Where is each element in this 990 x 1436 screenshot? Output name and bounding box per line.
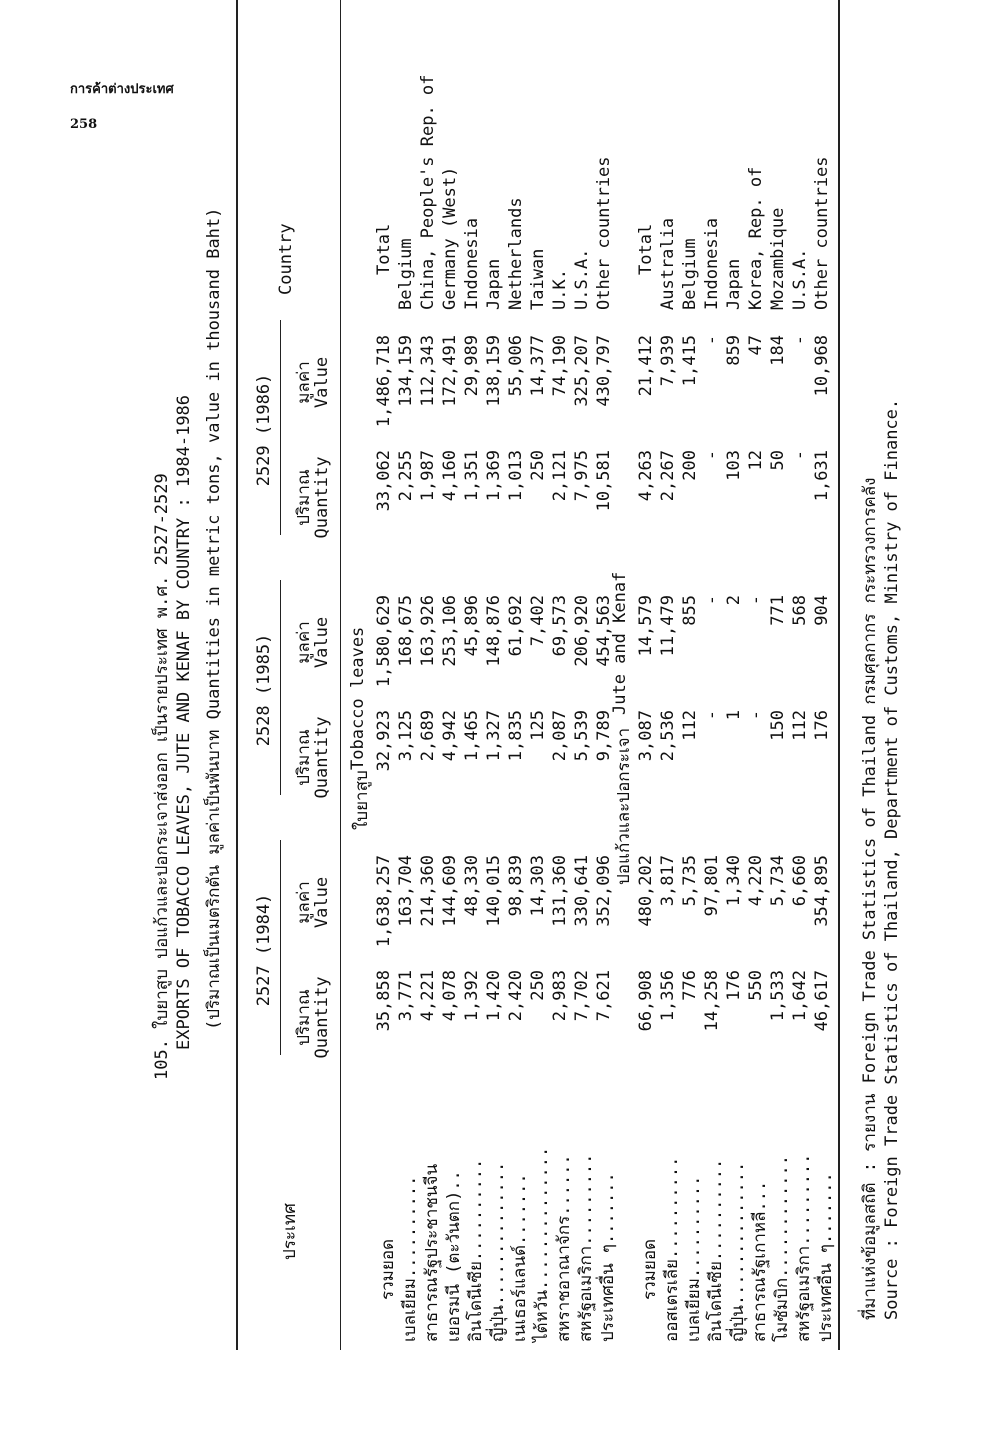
table-cell: 1,465: [462, 710, 482, 762]
table-cell: 9,789: [594, 710, 614, 762]
table-cell: 855: [680, 595, 700, 626]
row-label-thai: ออสเตรเลีย..........: [662, 1156, 682, 1342]
row-label-en: Indonesia: [462, 217, 482, 310]
table-cell: 112: [790, 710, 810, 741]
year-underline-2: [280, 580, 281, 795]
row-label-en: Belgium: [396, 238, 416, 310]
section-tobacco-en: Tobacco leaves: [348, 626, 368, 770]
value-en-header: Value: [312, 616, 332, 669]
row-label-thai: ไต้หวัน..............: [532, 1146, 552, 1342]
table-cell: 454,563: [594, 595, 614, 667]
table-cell: 1,631: [812, 450, 832, 502]
year-1985: 2528 (1985): [254, 633, 274, 747]
table-cell: 2,121: [550, 450, 570, 502]
table-cell: 352,096: [594, 855, 614, 927]
table-cell: 250: [528, 450, 548, 481]
table-cell: 7,975: [572, 450, 592, 502]
quantity-en-header: Quantity: [312, 716, 332, 799]
table-cell: -: [790, 450, 810, 461]
table-title-en: EXPORTS OF TOBACCO LEAVES, JUTE AND KENAF BY COUNTRY : 1984-1986: [174, 394, 194, 1050]
table-cell: 21,412: [636, 335, 656, 397]
top-rule: [236, 0, 238, 1350]
col-country-thai: ประเทศ: [280, 1203, 300, 1260]
page-number: 258: [70, 117, 98, 132]
year-1986: 2529 (1986): [254, 373, 274, 487]
row-label-en: Japan: [724, 258, 744, 310]
value-en-header: Value: [312, 876, 332, 929]
table-cell: 1,356: [658, 970, 678, 1022]
value-thai-header: มูลค่า: [294, 621, 314, 664]
table-cell: 1,013: [506, 450, 526, 502]
quantity-en-header: Quantity: [312, 976, 332, 1059]
col-country-en: Country: [276, 223, 296, 295]
table-cell: 61,692: [506, 595, 526, 657]
value-thai-header: มูลค่า: [294, 361, 314, 404]
row-label-en: Total: [374, 223, 394, 275]
table-cell: 148,876: [484, 595, 504, 667]
row-label-thai: ประเทศอื่น ๆ.......: [598, 1172, 618, 1342]
table-cell: 1,580,629: [374, 595, 394, 688]
table-cell: 10,581: [594, 450, 614, 512]
row-label-thai: เนเธอร์แลนด์.......: [510, 1173, 530, 1342]
table-cell: 163,704: [396, 855, 416, 927]
table-cell: 7,939: [658, 335, 678, 387]
table-cell: 214,360: [418, 855, 438, 927]
table-cell: 2: [724, 595, 744, 606]
row-label-en: Japan: [484, 258, 504, 310]
row-label-thai: เยอรมนี (ตะวันตก)..: [444, 1170, 464, 1342]
table-cell: 14,579: [636, 595, 656, 657]
table-cell: 1,987: [418, 450, 438, 502]
value-thai-header: มูลค่า: [294, 881, 314, 924]
row-label-thai: สาธารณรัฐเกาหลี...: [750, 1180, 770, 1342]
row-label-en: Netherlands: [506, 197, 526, 310]
year-1984: 2527 (1984): [254, 893, 274, 1007]
header-rule: [340, 0, 341, 1350]
table-cell: 66,908: [636, 970, 656, 1032]
table-cell: -: [702, 710, 722, 721]
table-cell: 45,896: [462, 595, 482, 657]
table-cell: 55,006: [506, 335, 526, 397]
row-label-en: U.K.: [550, 269, 570, 310]
table-cell: 480,202: [636, 855, 656, 927]
table-cell: 1,642: [790, 970, 810, 1022]
table-cell: 32,923: [374, 710, 394, 772]
table-cell: -: [746, 710, 766, 721]
table-cell: 140,015: [484, 855, 504, 927]
row-label-en: Mozambique: [768, 207, 788, 310]
table-cell: 74,190: [550, 335, 570, 397]
quantity-en-header: Quantity: [312, 456, 332, 539]
running-head: การค้าต่างประเทศ: [70, 82, 174, 97]
table-cell: 4,942: [440, 710, 460, 762]
row-label-thai: สหรัฐอเมริกา.........: [576, 1153, 596, 1342]
table-cell: 46,617: [812, 970, 832, 1032]
table-cell: 2,255: [396, 450, 416, 502]
table-cell: 3,087: [636, 710, 656, 762]
row-label-thai: เบลเยียม..........: [400, 1175, 420, 1342]
table-cell: 11,479: [658, 595, 678, 657]
row-label-en: Germany (West): [440, 166, 460, 310]
table-cell: 14,377: [528, 335, 548, 397]
bottom-rule: [838, 0, 840, 1350]
table-cell: 330,641: [572, 855, 592, 927]
table-cell: 776: [680, 970, 700, 1001]
table-cell: 2,536: [658, 710, 678, 762]
table-cell: 14,303: [528, 855, 548, 917]
row-label-thai: เบลเยียม..........: [684, 1175, 704, 1342]
table-cell: 1,835: [506, 710, 526, 762]
table-cell: -: [702, 595, 722, 606]
table-cell: 3,771: [396, 970, 416, 1022]
table-cell: 103: [724, 450, 744, 481]
table-cell: -: [746, 595, 766, 606]
table-cell: -: [702, 335, 722, 346]
table-cell: 12: [746, 450, 766, 471]
table-cell: 771: [768, 595, 788, 626]
table-cell: 35,858: [374, 970, 394, 1032]
table-title-thai: 105. ใบยาสูบ ปอแก้วและปอกระเจาส่งออก เป็นรายประเทศ พ.ศ. 2527-2529: [152, 473, 172, 1080]
row-label-thai: สหรัฐอเมริกา.........: [794, 1153, 814, 1342]
table-cell: 1: [724, 710, 744, 721]
row-label-thai: อินโดนีเซีย..........: [706, 1158, 726, 1342]
row-label-en: Total: [636, 223, 656, 275]
year-underline-3: [280, 320, 281, 535]
table-cell: 2,689: [418, 710, 438, 762]
table-cell: 2,983: [550, 970, 570, 1022]
table-cell: 125: [528, 710, 548, 741]
table-cell: 354,895: [812, 855, 832, 927]
table-cell: 325,207: [572, 335, 592, 407]
source-en: Source : Foreign Trade Statistics of Thailand, Department of Customs, Ministry of Finance.: [882, 398, 902, 1320]
table-cell: 2,267: [658, 450, 678, 502]
table-cell: -: [790, 335, 810, 346]
table-cell: 250: [528, 970, 548, 1001]
table-cell: 138,159: [484, 335, 504, 407]
rotated-table: [148, 0, 902, 1350]
row-label-en: Other countries: [594, 156, 614, 310]
row-label-en: Korea, Rep. of: [746, 166, 766, 310]
table-cell: 97,801: [702, 855, 722, 917]
table-cell: 1,533: [768, 970, 788, 1022]
table-cell: 4,221: [418, 970, 438, 1022]
table-cell: 131,360: [550, 855, 570, 927]
table-cell: 168,675: [396, 595, 416, 667]
table-cell: 7,621: [594, 970, 614, 1022]
row-label-en: Other countries: [812, 156, 832, 310]
section-jute-en: Jute and Kenaf: [610, 571, 630, 715]
row-label-thai: อินโดนีเซีย..........: [466, 1158, 486, 1342]
table-cell: 112,343: [418, 335, 438, 407]
row-label-en: Indonesia: [702, 217, 722, 310]
section-tobacco-thai: ใบยาสูบ: [352, 770, 372, 830]
table-cell: 144,609: [440, 855, 460, 927]
table-cell: 2,420: [506, 970, 526, 1022]
table-cell: 48,330: [462, 855, 482, 917]
table-cell: 4,220: [746, 855, 766, 907]
table-cell: 5,539: [572, 710, 592, 762]
table-cell: 4,078: [440, 970, 460, 1022]
source-thai: ที่มาแห่งข้อมูลสถิติ : รายงาน Foreign Trade Statistics of Thailand กรมศุลกากร กระทรวงการคลัง: [860, 477, 880, 1320]
table-cell: 253,106: [440, 595, 460, 667]
row-label-thai: สหราชอาณาจักร......: [554, 1154, 574, 1342]
table-cell: 1,392: [462, 970, 482, 1022]
table-cell: 10,968: [812, 335, 832, 397]
table-cell: 176: [724, 970, 744, 1001]
table-cell: 172,491: [440, 335, 460, 407]
table-cell: 7,402: [528, 595, 548, 647]
table-cell: 2,087: [550, 710, 570, 762]
table-cell: 7,702: [572, 970, 592, 1022]
quantity-thai-header: ปริมาณ: [294, 989, 314, 1046]
row-label-thai: รวมยอด: [640, 1238, 660, 1300]
table-cell: 184: [768, 335, 788, 366]
table-cell: 150: [768, 710, 788, 741]
value-en-header: Value: [312, 356, 332, 409]
table-cell: 112: [680, 710, 700, 741]
table-cell: 3,125: [396, 710, 416, 762]
quantity-thai-header: ปริมาณ: [294, 729, 314, 786]
table-cell: 5,734: [768, 855, 788, 907]
table-cell: 568: [790, 595, 810, 626]
row-label-thai: โมซัมบิก............: [772, 1155, 792, 1342]
table-cell: 1,351: [462, 450, 482, 502]
table-cell: 6,660: [790, 855, 810, 907]
table-cell: 1,486,718: [374, 335, 394, 428]
table-cell: 904: [812, 595, 832, 626]
table-cell: 1,369: [484, 450, 504, 502]
row-label-thai: ประเทศอื่น ๆ.......: [816, 1172, 836, 1342]
table-cell: 4,263: [636, 450, 656, 502]
section-jute-thai: ปอแก้วและปอกระเจา: [614, 727, 634, 885]
table-cell: 859: [724, 335, 744, 366]
table-cell: -: [702, 450, 722, 461]
table-cell: 1,638,257: [374, 855, 394, 948]
year-underline-1: [280, 840, 281, 1055]
row-label-en: China, People's Rep. of: [418, 74, 438, 310]
table-cell: 1,420: [484, 970, 504, 1022]
table-cell: 1,340: [724, 855, 744, 907]
row-label-en: Australia: [658, 217, 678, 310]
table-cell: 29,989: [462, 335, 482, 397]
table-cell: 176: [812, 710, 832, 741]
table-cell: 98,839: [506, 855, 526, 917]
table-cell: 1,327: [484, 710, 504, 762]
table-cell: 47: [746, 335, 766, 356]
table-cell: 3,817: [658, 855, 678, 907]
table-cell: 50: [768, 450, 788, 471]
table-cell: 206,920: [572, 595, 592, 667]
table-cell: 14,258: [702, 970, 722, 1032]
row-label-thai: ญี่ปุ่น..............: [488, 1161, 508, 1342]
table-cell: 430,797: [594, 335, 614, 407]
row-label-en: Taiwan: [528, 248, 548, 310]
row-label-en: U.S.A.: [572, 248, 592, 310]
row-label-thai: รวมยอด: [378, 1238, 398, 1300]
table-cell: 4,160: [440, 450, 460, 502]
table-cell: 200: [680, 450, 700, 481]
table-cell: 33,062: [374, 450, 394, 512]
table-cell: 163,926: [418, 595, 438, 667]
table-units: (ปริมาณเป็นเมตริกตัน มูลค่าเป็นพันบาท Quantities in metric tons, value in thousand Baht): [204, 207, 224, 1030]
table-cell: 1,415: [680, 335, 700, 387]
quantity-thai-header: ปริมาณ: [294, 469, 314, 526]
row-label-en: U.S.A.: [790, 248, 810, 310]
row-label-en: Belgium: [680, 238, 700, 310]
table-cell: 134,159: [396, 335, 416, 407]
row-label-thai: ญี่ปุ่น..............: [728, 1161, 748, 1342]
table-cell: 5,735: [680, 855, 700, 907]
table-cell: 550: [746, 970, 766, 1001]
row-label-thai: สาธารณรัฐประชาชนจีน: [422, 1163, 442, 1342]
table-cell: 69,573: [550, 595, 570, 657]
